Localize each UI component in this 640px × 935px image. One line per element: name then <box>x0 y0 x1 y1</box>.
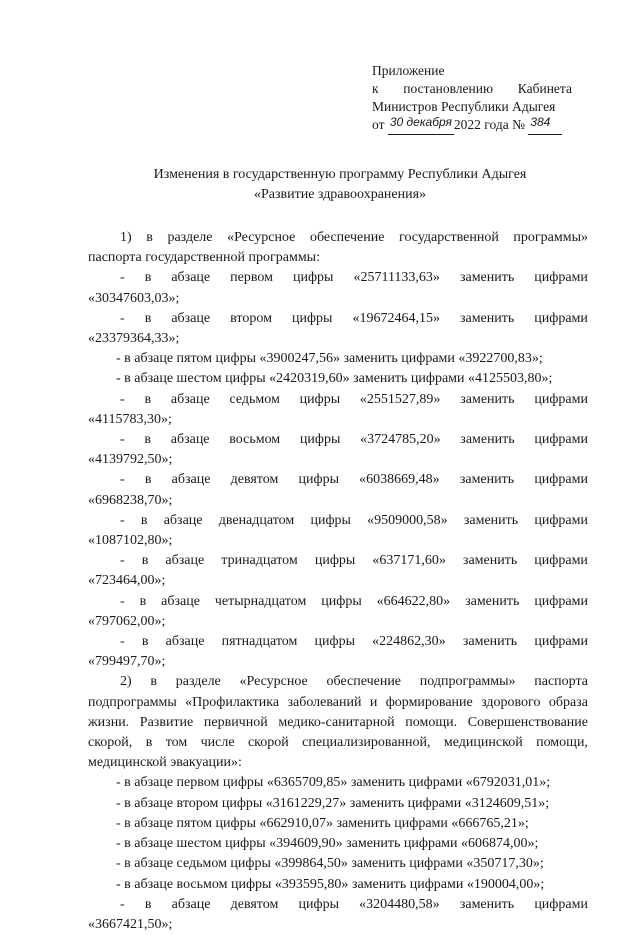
word: в <box>146 230 153 245</box>
word: абзаце <box>171 472 211 488</box>
text-line <box>88 713 588 733</box>
word: - <box>120 310 125 326</box>
word: цифры <box>299 432 341 448</box>
word: абзаце <box>170 391 210 407</box>
text-line: «799497,70»; <box>88 654 166 670</box>
word: заменить <box>463 512 519 528</box>
handwritten-date: 30 декабря <box>389 115 452 129</box>
word: - <box>120 432 125 448</box>
word: медицинской <box>443 735 523 751</box>
word: в <box>141 553 149 569</box>
text-line: - в абзаце втором цифры «3161229,27» заменить цифрами «3124609,51»; <box>116 795 550 811</box>
word: втором <box>230 310 272 326</box>
word: в <box>144 391 152 407</box>
word: 2) <box>120 674 132 690</box>
word: специализированной, <box>302 735 431 751</box>
heading-line-2: «Развитие здравоохранения» <box>253 187 427 202</box>
text-line <box>88 551 588 571</box>
word: цифры <box>298 472 339 488</box>
word: цифры <box>314 634 355 650</box>
word: цифры <box>292 270 334 286</box>
word: седьмом <box>229 391 280 407</box>
text-line <box>88 511 588 531</box>
word: абзаце <box>165 634 205 650</box>
word: - <box>120 472 125 488</box>
text-line: - в абзаце шестом цифры «2420319,60» заменить цифрами «4125503,80»; <box>116 371 553 387</box>
text-line <box>88 672 588 692</box>
word: «6038669,48» <box>359 472 440 488</box>
word: цифры <box>310 512 351 528</box>
word: в <box>139 593 147 609</box>
word: «224862,30» <box>372 634 446 650</box>
word: скорой, <box>88 735 133 751</box>
word: абзаце <box>163 512 203 528</box>
word: «664622,80» <box>376 593 451 609</box>
document-heading <box>90 165 590 205</box>
text-line: «4115783,30»; <box>88 411 172 427</box>
word: - <box>120 593 125 609</box>
word: цифры <box>299 391 341 407</box>
word: цифры <box>314 553 356 569</box>
word: тринадцатом <box>221 553 298 569</box>
word: - <box>120 512 125 528</box>
word: 1) <box>120 230 132 245</box>
word: абзаце <box>171 896 211 912</box>
word: четырнадцатом <box>214 593 307 609</box>
word: в <box>150 674 158 690</box>
word: в <box>144 310 152 326</box>
word: цифрами <box>534 593 588 609</box>
text-line <box>88 470 588 490</box>
text-line <box>88 733 588 753</box>
word: формирование <box>385 694 473 710</box>
word: цифрами <box>534 472 588 488</box>
word: в <box>145 735 153 751</box>
word: «19672464,15» <box>352 310 440 326</box>
text-line: - в абзаце восьмом цифры «393595,80» заменить цифрами «190004,00»; <box>116 876 545 892</box>
word: «3204480,58» <box>359 896 440 912</box>
word: в <box>144 270 152 286</box>
word: заболеваний <box>287 694 362 710</box>
text-line: «4139792,50»; <box>88 452 173 468</box>
text-line: паспорта государственной программы: <box>88 250 320 266</box>
text-line <box>88 693 588 713</box>
word: заменить <box>459 270 515 286</box>
word: заменить <box>460 391 515 407</box>
text-line <box>88 592 588 612</box>
word: пятнадцатом <box>221 634 298 650</box>
word: абзаце <box>165 553 205 569</box>
text-line: «723464,00»; <box>88 573 166 589</box>
word: заменить <box>462 634 518 650</box>
word: «637171,60» <box>372 553 446 569</box>
text-line: - в абзаце пятом цифры «3900247,56» заменить цифрами «3922700,83»; <box>116 351 543 367</box>
word: числе <box>200 735 235 751</box>
text-line: «1087102,80»; <box>88 533 173 549</box>
word: абзаце <box>171 270 211 286</box>
word: абзаце <box>171 310 211 326</box>
text-line: - в абзаце первом цифры «6365709,85» заменить цифрами «6792031,01»; <box>116 775 551 791</box>
word: в <box>141 634 149 650</box>
word: «Профилактика <box>185 694 280 710</box>
text-line: медицинской эвакуации»: <box>88 755 242 771</box>
document-body <box>88 228 588 935</box>
text-line: «6968238,70»; <box>88 492 173 508</box>
text-line <box>88 390 588 410</box>
text-line <box>88 228 588 248</box>
word: абзаце <box>161 593 200 609</box>
word: в <box>144 472 152 488</box>
word: «3724785,20» <box>360 432 441 448</box>
word: цифры <box>321 593 362 609</box>
word: в <box>144 432 152 448</box>
word: - <box>120 391 125 407</box>
text-line: - в абзаце шестом цифры «394609,90» заменить цифрами «606874,00»; <box>116 836 539 852</box>
word: медико-санитарной <box>278 714 395 730</box>
appendix-line-2: к постановлению Кабинета <box>372 81 572 96</box>
text-line: - в абзаце седьмом цифры «399864,50» заменить цифрами «350717,30»; <box>116 856 544 872</box>
word: образа <box>548 694 588 710</box>
word: в <box>140 512 148 528</box>
word: программы» <box>513 230 588 245</box>
word: цифрами <box>534 512 588 528</box>
word: заменить <box>459 310 515 326</box>
word: разделе <box>167 230 213 245</box>
word: Совершенствование <box>467 714 588 730</box>
text-line: «3667421,50»; <box>88 916 173 932</box>
word: Развитие <box>139 714 194 730</box>
word: цифры <box>298 896 339 912</box>
word: заменить <box>459 472 515 488</box>
text-line: «797062,00»; <box>88 613 166 629</box>
word: заменить <box>465 593 520 609</box>
word: цифрами <box>534 634 588 650</box>
word: цифры <box>291 310 333 326</box>
text-line <box>88 430 588 450</box>
appendix-line-3: Министров Республики Адыгея <box>372 99 556 114</box>
text-line <box>88 632 588 652</box>
word: заменить <box>460 432 515 448</box>
word: обеспечение <box>326 674 402 690</box>
text-line <box>88 268 588 288</box>
word: «Ресурсное <box>239 674 308 690</box>
word: - <box>120 270 125 286</box>
word: двенадцатом <box>218 512 295 528</box>
word: девятом <box>230 896 279 912</box>
word: восьмом <box>229 432 281 448</box>
text-line: - в абзаце пятом цифры «662910,07» заменить цифрами «666765,21»; <box>116 815 529 831</box>
appendix-block <box>372 62 572 135</box>
word: жизни. <box>88 714 130 730</box>
word: «9509000,58» <box>367 512 448 528</box>
handwritten-number: 384 <box>530 115 551 129</box>
word: «25711133,63» <box>353 270 440 286</box>
word: цифрами <box>534 391 588 407</box>
word: цифрами <box>534 553 588 569</box>
text-line: «23379364,33»; <box>88 331 180 347</box>
word: здорового <box>481 694 541 710</box>
word: подпрограммы <box>88 694 177 710</box>
word: девятом <box>230 472 279 488</box>
word: цифрами <box>534 270 588 286</box>
word: и <box>369 694 378 710</box>
word: подпрограммы» <box>419 674 516 690</box>
word: паспорта <box>534 674 588 690</box>
word: цифрами <box>534 310 588 326</box>
heading-line-1: Изменения в государственную программу Республики Адыгея <box>153 167 527 182</box>
word: заменить <box>462 553 518 569</box>
word: помощи, <box>536 735 588 751</box>
appendix-title: Приложение <box>372 63 445 78</box>
text-line: «30347603,03»; <box>88 290 180 306</box>
word: первичной <box>203 714 268 730</box>
word: том <box>165 735 188 751</box>
word: первом <box>230 270 273 286</box>
word: - <box>120 553 125 569</box>
word: - <box>120 896 125 912</box>
word: цифрами <box>534 896 588 912</box>
word: абзаце <box>170 432 210 448</box>
text-line <box>88 309 588 329</box>
word: обеспечение <box>309 230 385 245</box>
word: «2551527,89» <box>359 391 441 407</box>
word: разделе <box>175 674 221 690</box>
word: скорой <box>247 735 289 751</box>
word: помощи. <box>405 714 458 730</box>
word: - <box>120 634 125 650</box>
word: «Ресурсное <box>227 230 296 245</box>
appendix-date-line: от 30 декабря 2022 года № 384 <box>372 116 572 135</box>
word: государственной <box>399 230 499 245</box>
word: в <box>144 896 152 912</box>
word: цифрами <box>534 432 588 448</box>
word: заменить <box>459 896 515 912</box>
